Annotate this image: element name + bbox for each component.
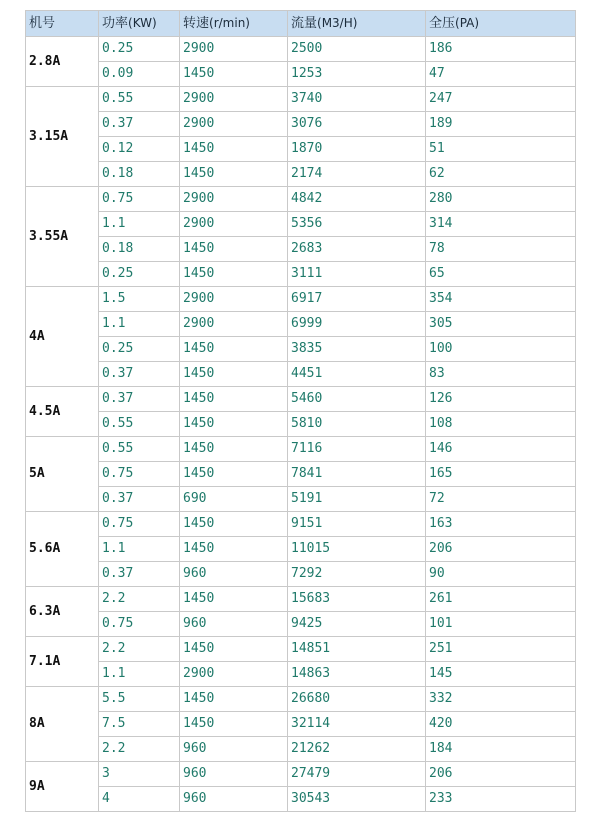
- header-speed-label: 转速: [183, 16, 210, 31]
- power-cell: 0.25: [99, 37, 180, 62]
- flow-cell: 4842: [288, 187, 426, 212]
- pressure-cell: 83: [426, 362, 576, 387]
- header-pressure-label: 全压: [429, 16, 456, 31]
- flow-cell: 32114: [288, 712, 426, 737]
- pressure-cell: 305: [426, 312, 576, 337]
- pressure-cell: 126: [426, 387, 576, 412]
- model-cell: 4A: [26, 287, 99, 387]
- pressure-cell: 233: [426, 787, 576, 812]
- speed-cell: 2900: [180, 312, 288, 337]
- power-cell: 0.75: [99, 612, 180, 637]
- table-row: [26, 537, 576, 562]
- header-power-label: 功率: [102, 16, 129, 31]
- flow-cell: 30543: [288, 787, 426, 812]
- header-speed: [180, 11, 288, 37]
- power-cell: 1.1: [99, 212, 180, 237]
- pressure-cell: 62: [426, 162, 576, 187]
- pressure-cell: 251: [426, 637, 576, 662]
- speed-cell: 1450: [180, 437, 288, 462]
- flow-cell: 2174: [288, 162, 426, 187]
- speed-cell: 2900: [180, 37, 288, 62]
- speed-cell: 960: [180, 612, 288, 637]
- speed-cell: 2900: [180, 87, 288, 112]
- power-cell: 0.75: [99, 512, 180, 537]
- table-row: [26, 287, 576, 312]
- pressure-cell: 186: [426, 37, 576, 62]
- table-row: [26, 162, 576, 187]
- power-cell: 0.75: [99, 462, 180, 487]
- table-header-row: [26, 11, 576, 37]
- flow-cell: 7116: [288, 437, 426, 462]
- header-model: [26, 11, 99, 37]
- power-cell: 7.5: [99, 712, 180, 737]
- pressure-cell: 47: [426, 62, 576, 87]
- model-cell: 6.3A: [26, 587, 99, 637]
- power-cell: 0.18: [99, 237, 180, 262]
- power-cell: 0.12: [99, 137, 180, 162]
- table-row: [26, 387, 576, 412]
- header-flow-label: 流量: [291, 16, 318, 31]
- flow-cell: 7841: [288, 462, 426, 487]
- power-cell: 0.09: [99, 62, 180, 87]
- speed-cell: 1450: [180, 387, 288, 412]
- pressure-cell: 163: [426, 512, 576, 537]
- speed-cell: 1450: [180, 337, 288, 362]
- table-row: [26, 562, 576, 587]
- speed-cell: 2900: [180, 212, 288, 237]
- table-row: [26, 87, 576, 112]
- pressure-cell: 108: [426, 412, 576, 437]
- model-cell: 3.55A: [26, 187, 99, 287]
- power-cell: 0.37: [99, 387, 180, 412]
- flow-cell: 14851: [288, 637, 426, 662]
- speed-cell: 2900: [180, 662, 288, 687]
- speed-cell: 1450: [180, 512, 288, 537]
- power-cell: 0.55: [99, 437, 180, 462]
- table-row: [26, 587, 576, 612]
- pressure-cell: 280: [426, 187, 576, 212]
- table-row: [26, 37, 576, 62]
- flow-cell: 2683: [288, 237, 426, 262]
- speed-cell: 1450: [180, 412, 288, 437]
- pressure-cell: 165: [426, 462, 576, 487]
- flow-cell: 5356: [288, 212, 426, 237]
- table-row: [26, 237, 576, 262]
- power-cell: 0.37: [99, 487, 180, 512]
- power-cell: 0.55: [99, 87, 180, 112]
- flow-cell: 2500: [288, 37, 426, 62]
- header-flow-unit: (M3/H): [317, 16, 358, 30]
- flow-cell: 5191: [288, 487, 426, 512]
- flow-cell: 6999: [288, 312, 426, 337]
- power-cell: 1.1: [99, 662, 180, 687]
- power-cell: 4: [99, 787, 180, 812]
- table-row: [26, 712, 576, 737]
- flow-cell: 26680: [288, 687, 426, 712]
- flow-cell: 9425: [288, 612, 426, 637]
- speed-cell: 1450: [180, 712, 288, 737]
- header-flow: [288, 11, 426, 37]
- speed-cell: 1450: [180, 262, 288, 287]
- pressure-cell: 261: [426, 587, 576, 612]
- power-cell: 2.2: [99, 587, 180, 612]
- model-cell: 5.6A: [26, 512, 99, 587]
- flow-cell: 5810: [288, 412, 426, 437]
- speed-cell: 960: [180, 787, 288, 812]
- pressure-cell: 314: [426, 212, 576, 237]
- flow-cell: 1870: [288, 137, 426, 162]
- pressure-cell: 184: [426, 737, 576, 762]
- pressure-cell: 420: [426, 712, 576, 737]
- power-cell: 0.25: [99, 337, 180, 362]
- table-row: [26, 362, 576, 387]
- speed-cell: 1450: [180, 162, 288, 187]
- flow-cell: 3076: [288, 112, 426, 137]
- pressure-cell: 100: [426, 337, 576, 362]
- table-row: [26, 687, 576, 712]
- fan-spec-table: [25, 10, 576, 812]
- table-row: [26, 787, 576, 812]
- header-pressure-unit: (PA): [455, 16, 480, 30]
- model-cell: 3.15A: [26, 87, 99, 187]
- table-row: [26, 137, 576, 162]
- flow-cell: 14863: [288, 662, 426, 687]
- header-pressure: [426, 11, 576, 37]
- table-row: [26, 512, 576, 537]
- power-cell: 0.37: [99, 562, 180, 587]
- speed-cell: 2900: [180, 112, 288, 137]
- model-cell: 2.8A: [26, 37, 99, 87]
- power-cell: 0.37: [99, 112, 180, 137]
- speed-cell: 2900: [180, 187, 288, 212]
- table-row: [26, 662, 576, 687]
- pressure-cell: 78: [426, 237, 576, 262]
- pressure-cell: 51: [426, 137, 576, 162]
- table-row: [26, 437, 576, 462]
- table-body: [26, 37, 576, 812]
- model-cell: 5A: [26, 437, 99, 512]
- model-cell: 9A: [26, 762, 99, 812]
- flow-cell: 3740: [288, 87, 426, 112]
- header-power-unit: (KW): [128, 16, 157, 30]
- model-cell: 8A: [26, 687, 99, 762]
- power-cell: 3: [99, 762, 180, 787]
- header-model-label: 机号: [29, 15, 56, 31]
- flow-cell: 7292: [288, 562, 426, 587]
- flow-cell: 6917: [288, 287, 426, 312]
- power-cell: 2.2: [99, 737, 180, 762]
- table-row: [26, 612, 576, 637]
- model-cell: 4.5A: [26, 387, 99, 437]
- power-cell: 0.55: [99, 412, 180, 437]
- speed-cell: 960: [180, 737, 288, 762]
- power-cell: 5.5: [99, 687, 180, 712]
- speed-cell: 1450: [180, 137, 288, 162]
- speed-cell: 960: [180, 762, 288, 787]
- pressure-cell: 146: [426, 437, 576, 462]
- power-cell: 2.2: [99, 637, 180, 662]
- table-row: [26, 312, 576, 337]
- speed-cell: 1450: [180, 687, 288, 712]
- pressure-cell: 101: [426, 612, 576, 637]
- power-cell: 0.37: [99, 362, 180, 387]
- speed-cell: 1450: [180, 237, 288, 262]
- table-row: [26, 62, 576, 87]
- power-cell: 1.1: [99, 537, 180, 562]
- table-row: [26, 212, 576, 237]
- table-row: [26, 262, 576, 287]
- table-row: [26, 487, 576, 512]
- flow-cell: 11015: [288, 537, 426, 562]
- flow-cell: 3835: [288, 337, 426, 362]
- speed-cell: 960: [180, 562, 288, 587]
- table-row: [26, 187, 576, 212]
- speed-cell: 2900: [180, 287, 288, 312]
- speed-cell: 1450: [180, 462, 288, 487]
- speed-cell: 1450: [180, 587, 288, 612]
- flow-cell: 9151: [288, 512, 426, 537]
- table-row: [26, 337, 576, 362]
- pressure-cell: 354: [426, 287, 576, 312]
- pressure-cell: 90: [426, 562, 576, 587]
- pressure-cell: 65: [426, 262, 576, 287]
- speed-cell: 1450: [180, 637, 288, 662]
- table-row: [26, 637, 576, 662]
- pressure-cell: 189: [426, 112, 576, 137]
- model-cell: 7.1A: [26, 637, 99, 687]
- power-cell: 1.1: [99, 312, 180, 337]
- flow-cell: 3111: [288, 262, 426, 287]
- header-power: [99, 11, 180, 37]
- pressure-cell: 332: [426, 687, 576, 712]
- flow-cell: 4451: [288, 362, 426, 387]
- pressure-cell: 206: [426, 762, 576, 787]
- pressure-cell: 72: [426, 487, 576, 512]
- table-row: [26, 112, 576, 137]
- flow-cell: 1253: [288, 62, 426, 87]
- pressure-cell: 145: [426, 662, 576, 687]
- table-row: [26, 737, 576, 762]
- speed-cell: 690: [180, 487, 288, 512]
- pressure-cell: 206: [426, 537, 576, 562]
- power-cell: 1.5: [99, 287, 180, 312]
- table-row: [26, 412, 576, 437]
- speed-cell: 1450: [180, 62, 288, 87]
- speed-cell: 1450: [180, 537, 288, 562]
- flow-cell: 15683: [288, 587, 426, 612]
- flow-cell: 5460: [288, 387, 426, 412]
- flow-cell: 21262: [288, 737, 426, 762]
- power-cell: 0.18: [99, 162, 180, 187]
- table-row: [26, 462, 576, 487]
- power-cell: 0.75: [99, 187, 180, 212]
- pressure-cell: 247: [426, 87, 576, 112]
- flow-cell: 27479: [288, 762, 426, 787]
- speed-cell: 1450: [180, 362, 288, 387]
- table-row: [26, 762, 576, 787]
- power-cell: 0.25: [99, 262, 180, 287]
- header-speed-unit: (r/min): [209, 16, 250, 30]
